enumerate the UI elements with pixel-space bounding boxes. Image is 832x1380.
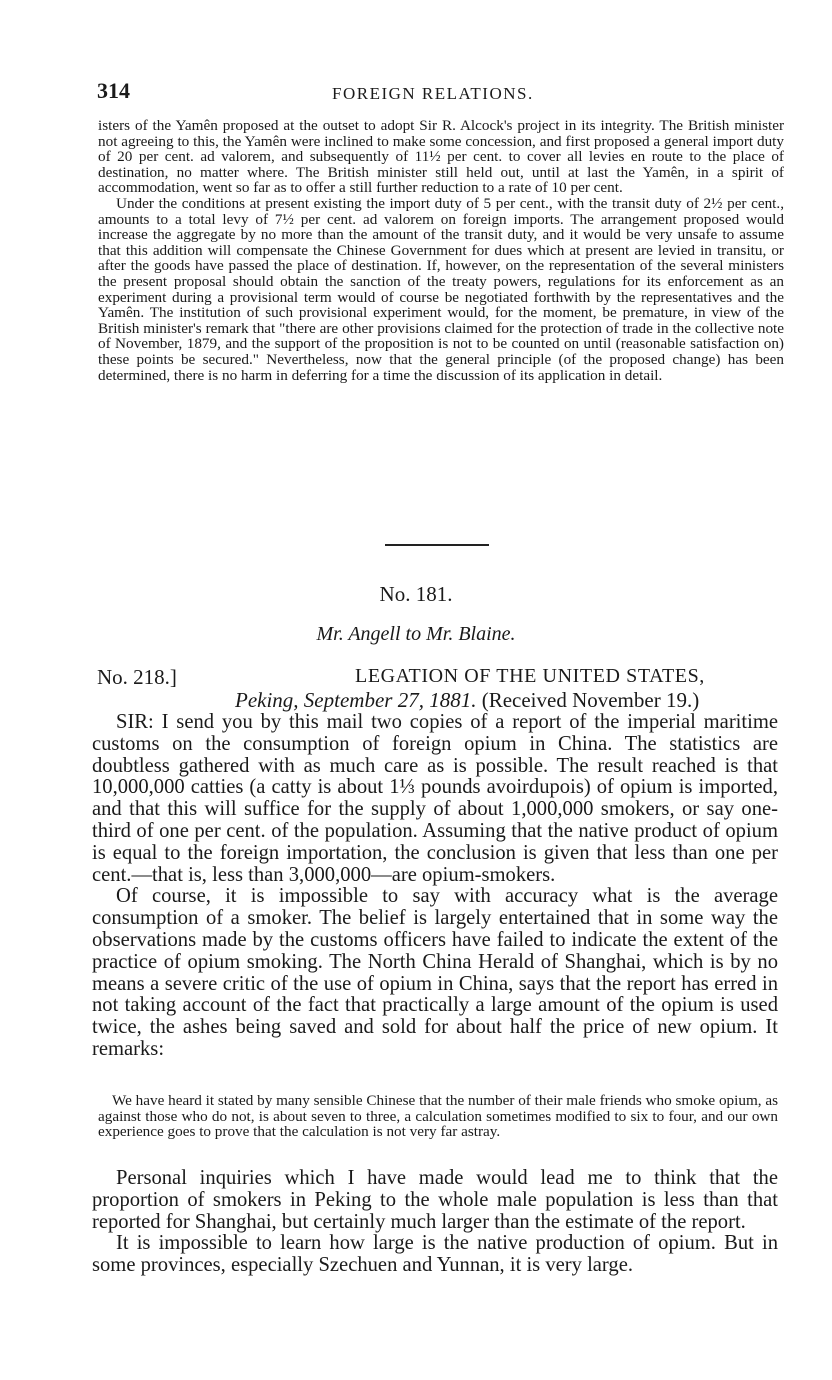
quoted-passage: [98, 1093, 778, 1140]
letter-paragraph-1: SIR: I send you by this mail two copies of a report of the imperial maritime customs on the consumption of foreign opium in China. The statistics are doubtless gathered with as much care as is possible. The result reached is that 10,000,000 catties (a catty is about 1⅓ pounds avoirdupois) of opium is imported, and that this will suffice for the supply of about 1,000,000 smokers, or say one-third of one per cent. of the population. Assuming that the native product of opium is equal to the foreign importation, the conclusion is given that less than one per cent.—that is, less than 3,000,000—are opium-smokers.: [92, 711, 778, 886]
dateline: [235, 688, 699, 713]
page-header: [97, 78, 787, 108]
quote-text: We have heard it stated by many sensible Chinese that the number of their male friends who smoke opium, as against those who do not, is about seven to three, a calculation sometimes modified to six to four, and our own experience goes to prove that the calculation is not very far astray.: [98, 1092, 779, 1141]
letter-body-continued: [92, 1168, 778, 1277]
dispatch-number: No. 218.]: [97, 665, 177, 689]
page-number: 314: [97, 78, 130, 103]
document-title: Mr. Angell to Mr. Blaine.: [316, 623, 516, 645]
section-divider: [385, 544, 489, 546]
continuation-paragraph-1: isters of the Yamên proposed at the outset to adopt Sir R. Alcock's project in its integrity. The British minister not agreeing to this, the Yamên were inclined to make some concession, and first proposed a general import duty of 20 per cent. ad valorem, and subsequently of 11½ per cent. to cover all levies en route to the place of destination, no matter where. The British minister still held out, until at last the Yamên, in a spirit of accommodation, went so far as to offer a still further reduction to a rate of 10 per cent.: [98, 117, 784, 197]
letter-body: [92, 712, 778, 1061]
running-head: FOREIGN RELATIONS.: [332, 84, 534, 103]
continuation-paragraph-2: Under the conditions at present existing the import duty of 5 per cent., with the transit duty of 2½ per cent., amounts to a total levy of 7½ per cent. ad valorem on foreign imports. The arrangement proposed would increase the aggregate by no more than the amount of the transit duty, and it would be very unsafe to assume that this addition will compensate the Chinese Government for dues which at present are levied in transitu, or after the goods have passed the place of destination. If, however, on the representation of the several ministers the present proposal should obtain the sanction of the treaty powers, regulations for its enforcement as an experiment during a provisional term would of course be negotiated forthwith by the representatives and the Yamên. The institution of such provisional experiment would, for the moment, be premature, in view of the British minister's remark that "there are other provisions claimed for the protection of trade in the collective note of November, 1879, and the support of the proposition is not to be counted on until (reasonable satisfaction on) these points be secured." Nevertheless, now that the general principle (of the proposed change) has been determined, there is no harm in deferring for a time the discussion of its application in detail.: [98, 194, 784, 384]
legation-heading: LEGATION OF THE UNITED STATES,: [355, 665, 705, 687]
letter-paragraph-4: It is impossible to learn how large is the native production of opium. But in some provinces, especially Szechuen and Yunnan, it is very large.: [92, 1232, 778, 1277]
place-date: Peking, September 27, 1881.: [235, 688, 477, 712]
continuation-text: [98, 118, 784, 383]
letter-paragraph-3: Personal inquiries which I have made would lead me to think that the proportion of smokers in Peking to the whole male population is less than that reported for Shanghai, but certainly much larger than the estimate of the report.: [92, 1167, 778, 1233]
letter-paragraph-2: Of course, it is impossible to say with accuracy what is the average consumption of a smoker. The belief is largely entertained that in some way the observations made by the customs officers have failed to indicate the extent of the practice of opium smoking. The North China Herald of Shanghai, which is by no means a severe critic of the use of opium in China, says that the report has erred in not taking account of the fact that practically a large amount of the opium is used twice, the ashes being saved and sold for about half the price of new opium. It remarks:: [92, 885, 778, 1060]
document-number: No. 181.: [379, 582, 453, 606]
received-date: (Received November 19.): [481, 688, 700, 712]
